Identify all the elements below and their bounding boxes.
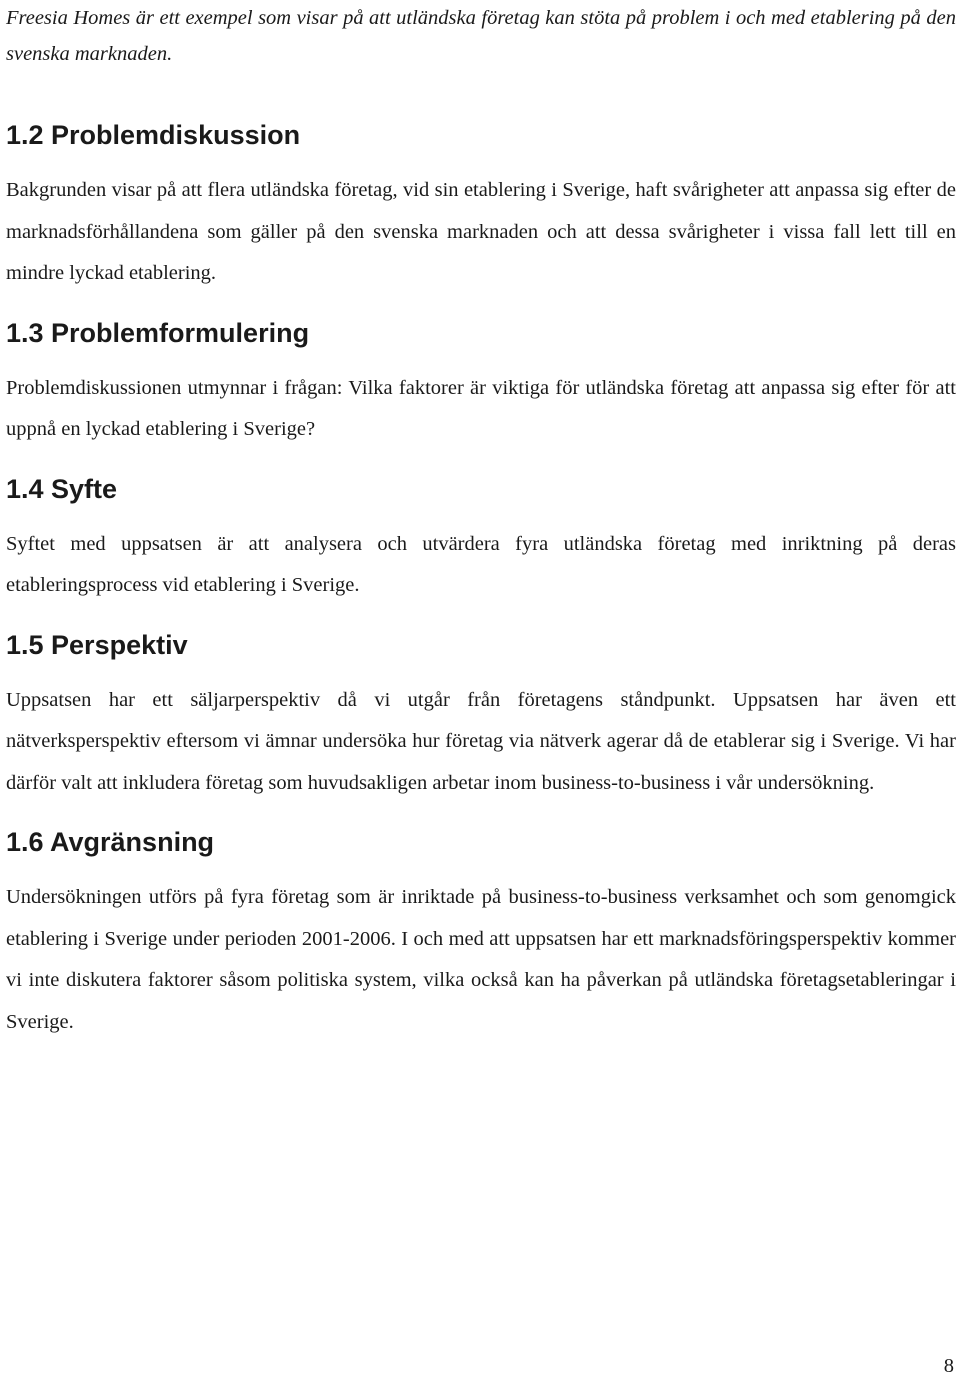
section-heading-avgransning: 1.6 Avgränsning [6,827,215,857]
section-heading-syfte: 1.4 Syfte [6,473,118,504]
section-text-problemformulering: Problemdiskussionen utmynnar i frågan: Vilka faktorer är viktiga för utländska företag att anpassa sig efter för att uppnå en lyckad etablering i Sverige? [6,376,956,440]
section-text-perspektiv: Uppsatsen har ett säljarperspektiv då vi utgår från företagens ståndpunkt. Uppsatsen har även ett nätverksperspektiv eftersom vi ämnar undersöka hur företag via nätverk agerar då de etablerar sig i Sverige. Vi har därför valt att inkludera företag som huvudsakligen arbetar inom business-to-business i vår undersökning. [6,688,956,794]
page-number: 8 [943,1355,954,1377]
section-text-syfte: Syftet med uppsatsen är att analysera och utvärdera fyra utländska företag med inriktning på deras etableringsprocess vid etablering i Sverige. [6,532,956,596]
section-heading-problemdiskussion: 1.2 Problemdiskussion [6,120,301,150]
section-heading-perspektiv: 1.5 Perspektiv [6,629,188,660]
section-text-avgransning: Undersökningen utförs på fyra företag som är inriktade på business-to-business verksamhet och som genomgick etablering i Sverige under perioden 2001-2006. I och med att uppsatsen har ett marknadsföringsperspektiv kommer vi inte diskutera faktorer såsom politiska system, vilka också kan ha påverkan på utländska företagsetableringar i Sverige. [6,886,956,1033]
document-page [6,0,956,1043]
section-text-problemdiskussion: Bakgrunden visar på att flera utländska företag, vid sin etablering i Sverige, haft svårigheter att anpassa sig efter de marknadsförhållandena som gäller på den svenska marknaden och att dessa svårigheter i vissa fall lett till en mindre lyckad etablering. [6,179,956,284]
intro-paragraph: Freesia Homes är ett exempel som visar på att utländska företag kan stöta på problem i och med etablering på den svenska marknaden. [6,7,956,65]
section-heading-problemformulering: 1.3 Problemformulering [6,317,310,348]
